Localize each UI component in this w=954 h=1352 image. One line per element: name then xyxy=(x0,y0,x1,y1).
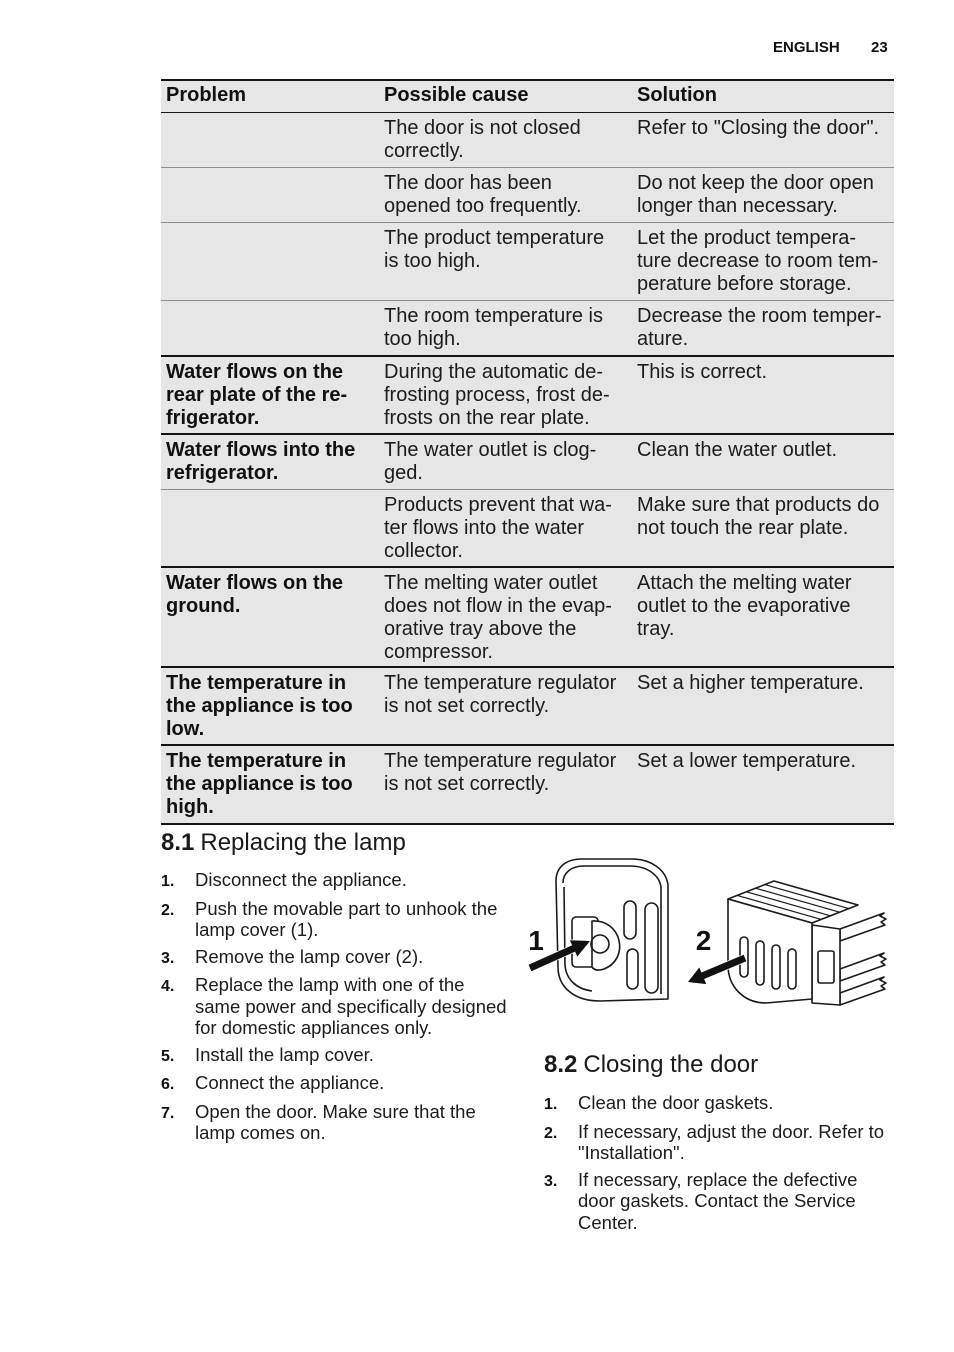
troubleshooting-table xyxy=(161,79,894,825)
table-row xyxy=(161,168,894,223)
step-text: Install the lamp cover. xyxy=(195,1043,374,1065)
column-header-solution: Solution xyxy=(637,84,717,106)
list-item xyxy=(544,1121,904,1164)
possible-cause-cell: The product temperature is too high. xyxy=(384,227,605,272)
possible-cause-cell: The door has been opened too frequently. xyxy=(384,172,582,217)
step-text: Push the movable part to unhook the lamp cover (1). xyxy=(195,897,498,940)
step-number: 4. xyxy=(161,978,175,995)
solution-cell: Do not keep the door open longer than necessary. xyxy=(637,172,874,217)
lamp-replacement-figure xyxy=(528,853,890,1013)
solution-cell: Make sure that products do not touch the rear plate. xyxy=(637,494,880,539)
problem-cell: The temperature in the appliance is too low. xyxy=(166,672,353,740)
vent-slot xyxy=(756,941,764,985)
solution-cell: Clean the water outlet. xyxy=(637,439,838,461)
bracket-bottom-rail xyxy=(840,977,886,1005)
step-text: Connect the appliance. xyxy=(195,1072,385,1093)
solution-cell: Refer to "Closing the door". xyxy=(637,117,880,139)
step-text: If necessary, replace the defective door gaskets. Contact the Service Center. xyxy=(578,1168,858,1233)
list-item xyxy=(544,1092,904,1116)
problem-cell xyxy=(161,490,379,566)
table-row xyxy=(161,568,894,668)
closing-door-steps xyxy=(544,1092,904,1238)
vent-slot xyxy=(788,949,796,989)
problem-cell xyxy=(161,223,379,300)
page-number: 23 xyxy=(871,39,888,56)
vent-slot xyxy=(772,945,780,989)
list-item xyxy=(544,1169,904,1234)
possible-cause-cell: The water outlet is clog- ged. xyxy=(384,439,597,484)
list-item xyxy=(161,1044,521,1068)
list-item xyxy=(161,1072,521,1096)
bracket-top-rail xyxy=(840,913,886,941)
column-header-possible-cause: Possible cause xyxy=(384,84,529,106)
problem-cell xyxy=(161,301,379,355)
problem-cell: Water flows on the ground. xyxy=(166,572,344,617)
lamp-cover-removed-drawing xyxy=(728,881,886,1005)
step-text: Clean the door gaskets. xyxy=(578,1092,774,1113)
bracket-middle-rail xyxy=(840,953,886,981)
section-heading-closing-door xyxy=(544,1051,758,1079)
possible-cause-cell: The temperature regulator is not set correctly. xyxy=(384,750,617,795)
step-text: Open the door. Make sure that the lamp comes on. xyxy=(195,1100,476,1143)
list-item xyxy=(161,898,521,941)
possible-cause-cell: The room temperature is too high. xyxy=(384,305,603,350)
problem-cell xyxy=(161,168,379,222)
solution-cell: Set a lower temperature. xyxy=(637,750,856,772)
callout-label-2: 2 xyxy=(695,925,712,956)
possible-cause-cell: During the automatic de- frosting process, frost de- frosts on the rear plate. xyxy=(384,361,610,429)
table-row xyxy=(161,746,894,825)
table-row xyxy=(161,301,894,357)
step-number: 3. xyxy=(544,1172,558,1190)
table-header-row xyxy=(161,81,894,113)
solution-cell: Attach the melting water outlet to the evaporative tray. xyxy=(637,572,852,640)
step-number: 3. xyxy=(161,949,175,967)
possible-cause-cell: Products prevent that wa- ter flows into the water collector. xyxy=(384,494,612,562)
bracket-opening xyxy=(818,951,834,983)
lamp-replacement-steps xyxy=(161,869,521,1149)
list-item xyxy=(161,869,521,893)
section-number: 8.2 xyxy=(544,1051,578,1078)
step-text: Disconnect the appliance. xyxy=(195,869,407,890)
solution-cell: This is correct. xyxy=(637,361,768,383)
step-number: 2. xyxy=(161,901,175,919)
problem-cell: Water flows into the refrigerator. xyxy=(166,439,356,484)
column-header-problem: Problem xyxy=(166,84,247,106)
table-row xyxy=(161,435,894,490)
solution-cell: Let the product tempera- ture decrease to room tem- perature before storage. xyxy=(637,227,879,295)
step-number: 6. xyxy=(161,1076,175,1093)
problem-cell: The temperature in the appliance is too high. xyxy=(166,750,353,818)
section-title: Replacing the lamp xyxy=(200,829,406,856)
table-row xyxy=(161,223,894,301)
step-number: 7. xyxy=(161,1104,175,1122)
problem-cell xyxy=(161,113,379,167)
table-row xyxy=(161,668,894,746)
problem-cell: Water flows on the rear plate of the re- frigerator. xyxy=(166,361,348,429)
step-number: 1. xyxy=(544,1096,558,1113)
list-item xyxy=(161,1101,521,1144)
possible-cause-cell: The temperature regulator is not set correctly. xyxy=(384,672,617,717)
step-text: Replace the lamp with one of the same power and specifically designed for domestic appliances only. xyxy=(195,974,507,1038)
section-heading-replacing-lamp xyxy=(161,829,406,857)
step-text: Remove the lamp cover (2). xyxy=(195,945,424,967)
header-language: ENGLISH xyxy=(773,39,840,56)
table-row xyxy=(161,490,894,568)
solution-cell: Decrease the room temper- ature. xyxy=(637,305,882,350)
solution-cell: Set a higher temperature. xyxy=(637,672,864,694)
section-number: 8.1 xyxy=(161,829,195,856)
section-title: Closing the door xyxy=(583,1051,759,1078)
step-number: 1. xyxy=(161,873,175,890)
callout-label-1: 1 xyxy=(528,925,544,956)
step-number: 5. xyxy=(161,1047,175,1065)
table-row xyxy=(161,357,894,435)
step-number: 2. xyxy=(544,1124,558,1142)
possible-cause-cell: The melting water outlet does not flow in the evap- orative tray above the compressor. xyxy=(384,572,612,663)
table-row xyxy=(161,113,894,168)
step-text: If necessary, adjust the door. Refer to "Installation". xyxy=(578,1120,885,1163)
lamp-housing-drawing xyxy=(556,859,668,1001)
list-item xyxy=(161,974,521,1039)
possible-cause-cell: The door is not closed correctly. xyxy=(384,117,581,162)
list-item xyxy=(161,946,521,970)
